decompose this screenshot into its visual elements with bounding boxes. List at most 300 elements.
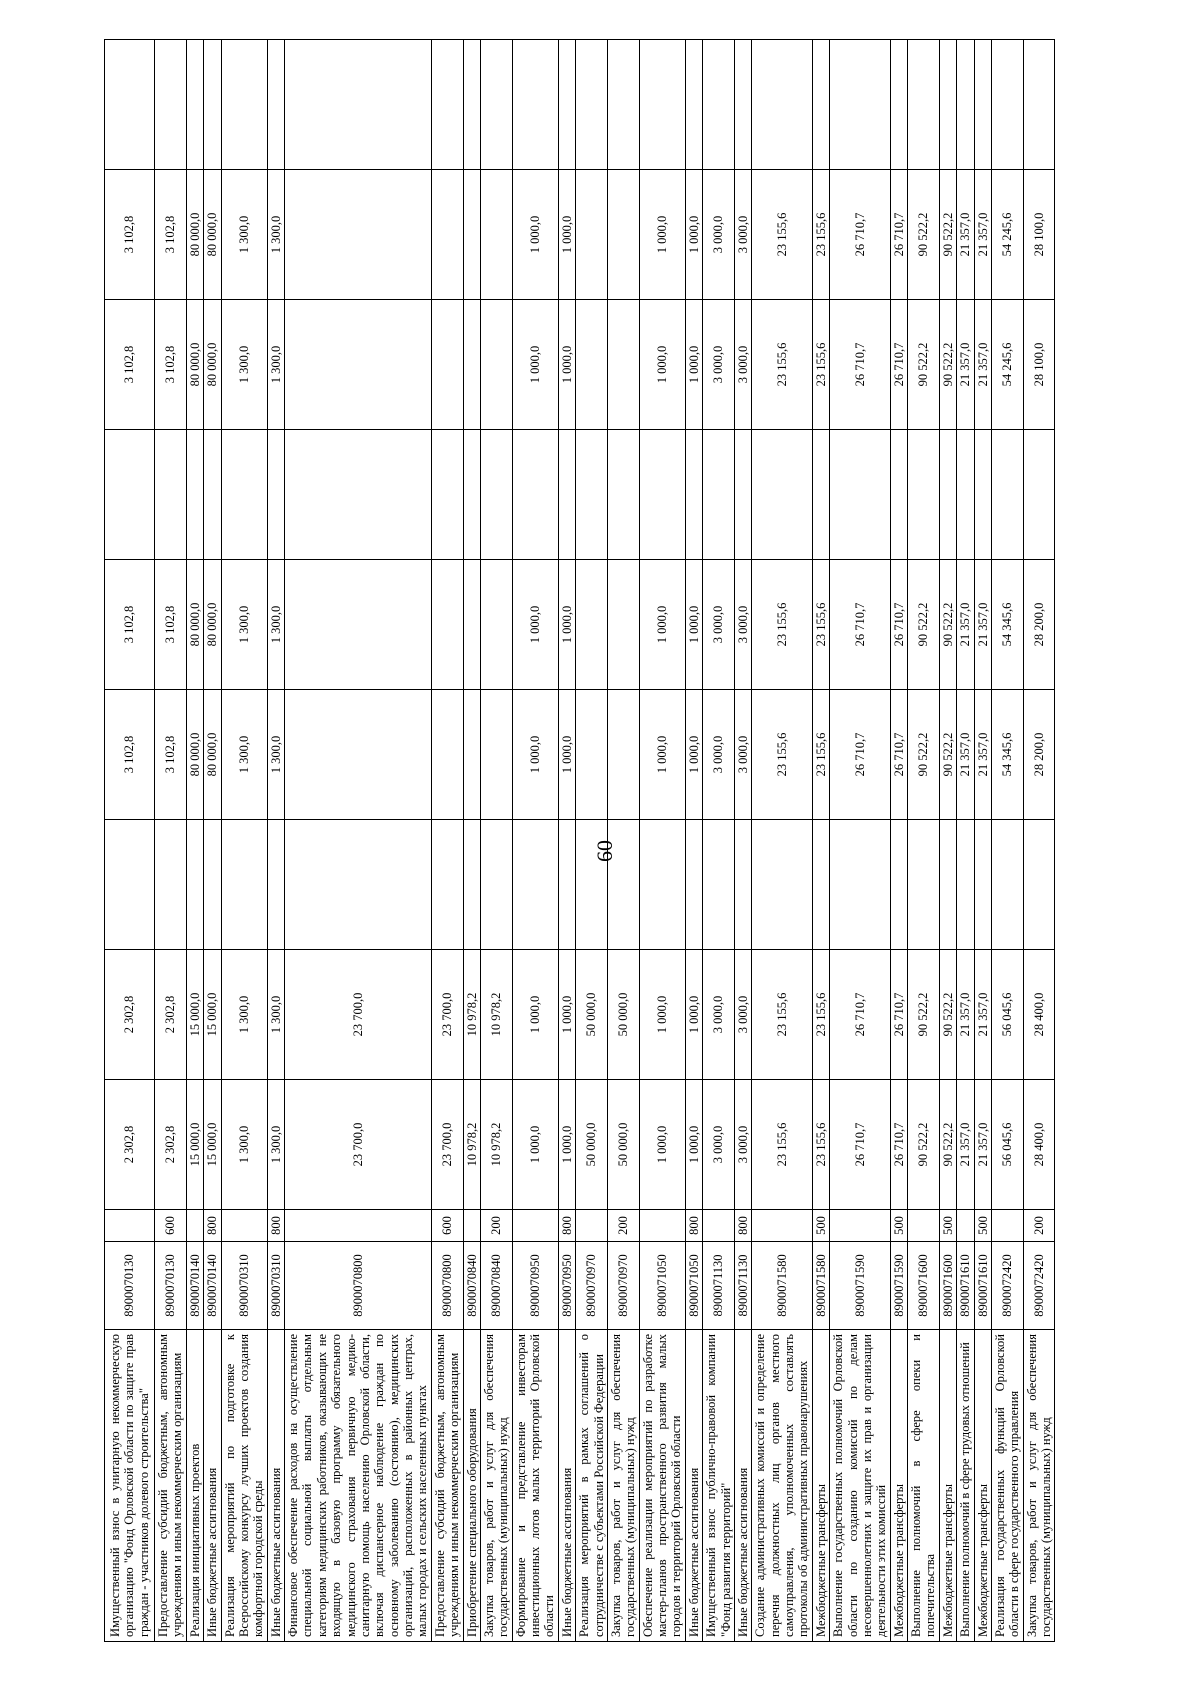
amount-cell: 1 000,0 [685, 560, 702, 690]
amount-cell [639, 820, 685, 950]
amount-cell: 26 710,7 [830, 560, 891, 690]
table-row [607, 40, 639, 1642]
amount-cell [991, 40, 1023, 170]
row-name-cell: Предоставление субсидий бюджетным, автономным учреждениям и иным некоммерческим организациям [155, 1330, 187, 1642]
amount-cell [734, 820, 751, 950]
amount-cell: 15 000,0 [204, 950, 221, 1080]
amount-cell [480, 820, 512, 950]
target-code-cell: 8900070310 [221, 1242, 267, 1330]
amount-cell [703, 430, 735, 560]
amount-cell: 23 700,0 [431, 950, 463, 1080]
amount-cell: 23 155,6 [812, 300, 829, 430]
table-row [221, 40, 267, 1642]
amount-cell [639, 40, 685, 170]
row-name-cell: Межбюджетные трансферты [939, 1330, 956, 1642]
expense-type-cell [639, 1210, 685, 1242]
table-row [812, 40, 829, 1642]
row-name-cell: Межбюджетные трансферты [890, 1330, 907, 1642]
amount-cell [463, 170, 480, 300]
amount-cell: 3 000,0 [734, 170, 751, 300]
table-row [734, 40, 751, 1642]
expense-type-cell [576, 1210, 608, 1242]
amount-cell [105, 40, 155, 170]
amount-cell [480, 40, 512, 170]
amount-cell [607, 690, 639, 820]
amount-cell: 23 700,0 [431, 1080, 463, 1210]
row-name-cell: Реализация инициативных проектов [186, 1330, 203, 1642]
amount-cell: 1 000,0 [639, 950, 685, 1080]
target-code-cell: 8900070310 [267, 1242, 284, 1330]
amount-cell [285, 820, 432, 950]
amount-cell: 21 357,0 [974, 560, 991, 690]
amount-cell [155, 820, 187, 950]
amount-cell: 21 357,0 [957, 300, 974, 430]
amount-cell: 23 155,6 [752, 950, 813, 1080]
target-code-cell: 8900070950 [558, 1242, 575, 1330]
expense-type-cell [105, 1210, 155, 1242]
amount-cell: 3 102,8 [105, 300, 155, 430]
amount-cell [685, 430, 702, 560]
table-row [105, 40, 155, 1642]
amount-cell: 28 100,0 [1023, 170, 1055, 300]
row-name-cell: Предоставление субсидий бюджетным, автономным учреждениям и иным некоммерческим организациям [431, 1330, 463, 1642]
expense-type-cell: 500 [812, 1210, 829, 1242]
amount-cell [734, 40, 751, 170]
amount-cell [285, 40, 432, 170]
amount-cell: 1 000,0 [685, 1080, 702, 1210]
target-code-cell: 8900070840 [480, 1242, 512, 1330]
expense-type-cell [830, 1210, 891, 1242]
amount-cell [890, 430, 907, 560]
table-row [431, 40, 463, 1642]
target-code-cell: 8900071130 [734, 1242, 751, 1330]
row-name-cell: Создание административных комиссий и определение перечня должностных лиц органов местного самоуправления, уполномоченных составлять протоколы об административных правонарушениях [752, 1330, 813, 1642]
amount-cell: 10 978,2 [463, 1080, 480, 1210]
amount-cell: 50 000,0 [576, 950, 608, 1080]
target-code-cell: 8900071590 [830, 1242, 891, 1330]
amount-cell: 26 710,7 [830, 1080, 891, 1210]
row-name-cell: Закупка товаров, работ и услуг для обеспечения государственных (муниципальных) нужд [1023, 1330, 1055, 1642]
amount-cell: 1 000,0 [558, 1080, 575, 1210]
amount-cell [685, 40, 702, 170]
amount-cell: 15 000,0 [186, 950, 203, 1080]
amount-cell: 80 000,0 [204, 690, 221, 820]
amount-cell [908, 40, 940, 170]
table-row [155, 40, 187, 1642]
table-row [1023, 40, 1055, 1642]
amount-cell: 80 000,0 [186, 690, 203, 820]
amount-cell: 90 522,2 [908, 560, 940, 690]
row-name-cell: Приобретение специального оборудования [463, 1330, 480, 1642]
target-code-cell: 8900070970 [607, 1242, 639, 1330]
expense-type-cell [703, 1210, 735, 1242]
amount-cell: 1 300,0 [267, 690, 284, 820]
amount-cell: 21 357,0 [974, 1080, 991, 1210]
amount-cell [830, 40, 891, 170]
amount-cell: 21 357,0 [974, 690, 991, 820]
amount-cell [480, 430, 512, 560]
amount-cell: 54 245,6 [991, 300, 1023, 430]
amount-cell [703, 40, 735, 170]
amount-cell: 3 102,8 [155, 170, 187, 300]
amount-cell [463, 690, 480, 820]
amount-cell [558, 820, 575, 950]
target-code-cell: 8900071050 [639, 1242, 685, 1330]
amount-cell [285, 560, 432, 690]
amount-cell: 1 300,0 [221, 170, 267, 300]
amount-cell [105, 820, 155, 950]
amount-cell: 90 522,2 [908, 690, 940, 820]
amount-cell: 90 522,2 [939, 560, 956, 690]
amount-cell [221, 430, 267, 560]
amount-cell: 26 710,7 [890, 300, 907, 430]
amount-cell [431, 820, 463, 950]
rotated-table-container [104, 80, 1200, 1642]
target-code-cell: 8900072420 [1023, 1242, 1055, 1330]
amount-cell: 23 155,6 [812, 690, 829, 820]
amount-cell: 1 000,0 [685, 950, 702, 1080]
amount-cell [607, 40, 639, 170]
amount-cell: 2 302,8 [155, 1080, 187, 1210]
amount-cell [105, 430, 155, 560]
target-code-cell: 8900071600 [939, 1242, 956, 1330]
amount-cell: 1 300,0 [221, 300, 267, 430]
amount-cell [639, 430, 685, 560]
target-code-cell: 8900071610 [974, 1242, 991, 1330]
amount-cell: 3 000,0 [703, 560, 735, 690]
amount-cell: 80 000,0 [186, 300, 203, 430]
target-code-cell: 8900070140 [204, 1242, 221, 1330]
amount-cell: 3 000,0 [703, 950, 735, 1080]
row-name-cell: Иные бюджетные ассигнования [734, 1330, 751, 1642]
amount-cell: 1 000,0 [685, 170, 702, 300]
amount-cell: 3 102,8 [105, 690, 155, 820]
amount-cell: 1 000,0 [685, 690, 702, 820]
table-row [186, 40, 203, 1642]
row-name-cell: Иные бюджетные ассигнования [685, 1330, 702, 1642]
amount-cell: 90 522,2 [939, 300, 956, 430]
amount-cell: 1 300,0 [267, 170, 284, 300]
amount-cell [463, 40, 480, 170]
expense-type-cell [991, 1210, 1023, 1242]
amount-cell [974, 820, 991, 950]
amount-cell [685, 820, 702, 950]
table-row [939, 40, 956, 1642]
amount-cell: 26 710,7 [890, 560, 907, 690]
amount-cell: 3 000,0 [734, 690, 751, 820]
target-code-cell: 8900071050 [685, 1242, 702, 1330]
amount-cell: 1 000,0 [512, 690, 558, 820]
amount-cell [812, 40, 829, 170]
amount-cell [204, 430, 221, 560]
amount-cell [576, 170, 608, 300]
amount-cell [480, 690, 512, 820]
amount-cell [267, 430, 284, 560]
amount-cell [431, 560, 463, 690]
amount-cell [576, 560, 608, 690]
amount-cell [974, 430, 991, 560]
table-row [204, 40, 221, 1642]
amount-cell [607, 300, 639, 430]
amount-cell [607, 430, 639, 560]
table-row [576, 40, 608, 1642]
row-name-cell: Межбюджетные трансферты [974, 1330, 991, 1642]
amount-cell: 3 102,8 [155, 300, 187, 430]
expense-type-cell [285, 1210, 432, 1242]
amount-cell: 90 522,2 [939, 690, 956, 820]
amount-cell [607, 560, 639, 690]
amount-cell [890, 40, 907, 170]
row-name-cell: Формирование и представление инвесторам инвестиционных лотов малых территорий Орловской области [512, 1330, 558, 1642]
amount-cell: 10 978,2 [463, 950, 480, 1080]
amount-cell: 15 000,0 [204, 1080, 221, 1210]
amount-cell [285, 170, 432, 300]
amount-cell [939, 40, 956, 170]
amount-cell: 26 710,7 [890, 170, 907, 300]
amount-cell [576, 40, 608, 170]
amount-cell: 28 200,0 [1023, 690, 1055, 820]
target-code-cell: 8900070130 [155, 1242, 187, 1330]
amount-cell: 1 300,0 [267, 560, 284, 690]
amount-cell: 80 000,0 [204, 300, 221, 430]
amount-cell: 26 710,7 [830, 170, 891, 300]
amount-cell: 1 000,0 [639, 690, 685, 820]
amount-cell: 23 155,6 [752, 300, 813, 430]
amount-cell [991, 430, 1023, 560]
amount-cell [186, 820, 203, 950]
expense-type-cell: 600 [155, 1210, 187, 1242]
amount-cell: 10 978,2 [480, 950, 512, 1080]
amount-cell: 1 000,0 [685, 300, 702, 430]
amount-cell [431, 430, 463, 560]
amount-cell: 21 357,0 [974, 300, 991, 430]
table-row [974, 40, 991, 1642]
amount-cell [752, 820, 813, 950]
amount-cell [512, 40, 558, 170]
amount-cell [607, 170, 639, 300]
amount-cell: 28 100,0 [1023, 300, 1055, 430]
amount-cell [812, 820, 829, 950]
row-name-cell: Реализация мероприятий по подготовке к Всероссийскому конкурсу лучших проектов создания комфортной городской среды [221, 1330, 267, 1642]
amount-cell: 21 357,0 [957, 690, 974, 820]
amount-cell [155, 430, 187, 560]
amount-cell: 56 045,6 [991, 950, 1023, 1080]
table-row [480, 40, 512, 1642]
expense-type-cell: 800 [267, 1210, 284, 1242]
amount-cell [431, 300, 463, 430]
table-row [463, 40, 480, 1642]
amount-cell: 1 000,0 [558, 300, 575, 430]
amount-cell: 1 300,0 [221, 1080, 267, 1210]
amount-cell [939, 820, 956, 950]
amount-cell [830, 820, 891, 950]
amount-cell: 1 000,0 [512, 950, 558, 1080]
target-code-cell: 8900071580 [752, 1242, 813, 1330]
row-name-cell: Выполнение полномочий в сфере трудовых отношений [957, 1330, 974, 1642]
amount-cell: 28 400,0 [1023, 950, 1055, 1080]
amount-cell [908, 820, 940, 950]
amount-cell: 15 000,0 [186, 1080, 203, 1210]
table-row [512, 40, 558, 1642]
amount-cell [576, 690, 608, 820]
amount-cell: 54 345,6 [991, 690, 1023, 820]
amount-cell [752, 40, 813, 170]
amount-cell: 23 155,6 [812, 170, 829, 300]
amount-cell: 23 155,6 [812, 1080, 829, 1210]
amount-cell [480, 560, 512, 690]
expense-type-cell [186, 1210, 203, 1242]
amount-cell: 28 400,0 [1023, 1080, 1055, 1210]
amount-cell [957, 40, 974, 170]
amount-cell: 56 045,6 [991, 1080, 1023, 1210]
table-row [957, 40, 974, 1642]
amount-cell: 3 000,0 [703, 170, 735, 300]
target-code-cell: 8900070800 [431, 1242, 463, 1330]
target-code-cell: 8900070140 [186, 1242, 203, 1330]
expense-type-cell [512, 1210, 558, 1242]
amount-cell: 23 155,6 [752, 560, 813, 690]
amount-cell [221, 40, 267, 170]
amount-cell [908, 430, 940, 560]
target-code-cell: 8900071610 [957, 1242, 974, 1330]
row-name-cell: Закупка товаров, работ и услуг для обеспечения государственных (муниципальных) нужд [607, 1330, 639, 1642]
amount-cell: 23 155,6 [752, 690, 813, 820]
amount-cell: 2 302,8 [105, 950, 155, 1080]
amount-cell: 1 300,0 [267, 950, 284, 1080]
amount-cell: 23 155,6 [812, 950, 829, 1080]
amount-cell [267, 820, 284, 950]
amount-cell [512, 430, 558, 560]
amount-cell: 80 000,0 [204, 170, 221, 300]
amount-cell [957, 820, 974, 950]
expense-type-cell: 800 [685, 1210, 702, 1242]
amount-cell: 90 522,2 [908, 300, 940, 430]
table-row [908, 40, 940, 1642]
table-row [685, 40, 702, 1642]
target-code-cell: 8900070840 [463, 1242, 480, 1330]
amount-cell: 26 710,7 [890, 950, 907, 1080]
expense-type-cell: 500 [890, 1210, 907, 1242]
amount-cell [463, 300, 480, 430]
expense-type-cell [463, 1210, 480, 1242]
table-row [991, 40, 1023, 1642]
target-code-cell: 8900070800 [285, 1242, 432, 1330]
amount-cell [1023, 430, 1055, 560]
amount-cell [991, 820, 1023, 950]
amount-cell [431, 170, 463, 300]
amount-cell: 54 245,6 [991, 170, 1023, 300]
amount-cell: 3 000,0 [703, 300, 735, 430]
amount-cell: 50 000,0 [607, 950, 639, 1080]
amount-cell: 1 300,0 [267, 300, 284, 430]
table-row [703, 40, 735, 1642]
row-name-cell: Финансовое обеспечение расходов на осуществление специальной социальной выплаты отдельным категориям медицинских работников, оказывающих не входящую в базовую программу обязательного медицинского страхования первичную медико-санитарную помощь населению Орловской области, включая диспансерное наблюдение граждан по основному заболеванию (состоянию), медицинских организаций, расположенных в районных центрах, малых городах и сельских населенных пунктах [285, 1330, 432, 1642]
expense-type-cell [221, 1210, 267, 1242]
expense-type-cell: 200 [607, 1210, 639, 1242]
amount-cell: 1 000,0 [558, 950, 575, 1080]
amount-cell [480, 170, 512, 300]
amount-cell: 1 000,0 [558, 170, 575, 300]
target-code-cell: 8900071600 [908, 1242, 940, 1330]
table-body [105, 40, 1055, 1642]
row-name-cell: Имущественный взнос в унитарную некоммерческую организацию "Фонд Орловской области по защите прав граждан - участников долевого строительства" [105, 1330, 155, 1642]
amount-cell: 3 102,8 [105, 560, 155, 690]
amount-cell: 1 000,0 [639, 560, 685, 690]
amount-cell: 90 522,2 [908, 170, 940, 300]
target-code-cell: 8900070950 [512, 1242, 558, 1330]
amount-cell [463, 430, 480, 560]
table-row [890, 40, 907, 1642]
amount-cell: 1 000,0 [512, 1080, 558, 1210]
amount-cell [957, 430, 974, 560]
amount-cell [974, 40, 991, 170]
amount-cell: 3 000,0 [734, 560, 751, 690]
amount-cell: 1 000,0 [558, 690, 575, 820]
amount-cell [607, 820, 639, 950]
amount-cell [463, 560, 480, 690]
amount-cell [890, 820, 907, 950]
amount-cell: 90 522,2 [908, 1080, 940, 1210]
amount-cell: 80 000,0 [186, 560, 203, 690]
amount-cell [155, 40, 187, 170]
amount-cell: 21 357,0 [974, 950, 991, 1080]
amount-cell: 3 000,0 [734, 1080, 751, 1210]
amount-cell: 80 000,0 [186, 170, 203, 300]
amount-cell: 23 155,6 [812, 560, 829, 690]
amount-cell [939, 430, 956, 560]
target-code-cell: 8900070970 [576, 1242, 608, 1330]
row-name-cell: Выполнение государственных полномочий Орловской области по созданию комиссий по делам несовершеннолетних и защите их прав и организации деятельности этих комиссий [830, 1330, 891, 1642]
amount-cell: 3 000,0 [734, 300, 751, 430]
amount-cell: 1 000,0 [512, 300, 558, 430]
amount-cell: 50 000,0 [576, 1080, 608, 1210]
target-code-cell: 8900071590 [890, 1242, 907, 1330]
amount-cell: 3 000,0 [734, 950, 751, 1080]
amount-cell [431, 40, 463, 170]
row-name-cell: Обеспечение реализации мероприятий по разработке мастер-планов пространственного развития малых городов и территорий Орловской области [639, 1330, 685, 1642]
amount-cell [431, 690, 463, 820]
amount-cell: 50 000,0 [607, 1080, 639, 1210]
amount-cell: 26 710,7 [830, 690, 891, 820]
amount-cell: 23 155,6 [752, 170, 813, 300]
expense-type-cell: 600 [431, 1210, 463, 1242]
table-row [285, 40, 432, 1642]
amount-cell: 3 000,0 [703, 690, 735, 820]
target-code-cell: 8900071130 [703, 1242, 735, 1330]
expense-type-cell [957, 1210, 974, 1242]
row-name-cell: Имущественный взнос публично-правовой компании "Фонд развития территорий" [703, 1330, 735, 1642]
amount-cell: 26 710,7 [890, 690, 907, 820]
amount-cell: 2 302,8 [155, 950, 187, 1080]
amount-cell: 23 700,0 [285, 1080, 432, 1210]
amount-cell [512, 820, 558, 950]
amount-cell [285, 690, 432, 820]
table-row [558, 40, 575, 1642]
amount-cell [558, 430, 575, 560]
amount-cell [830, 430, 891, 560]
amount-cell: 2 302,8 [105, 1080, 155, 1210]
amount-cell: 26 710,7 [890, 1080, 907, 1210]
expense-type-cell [752, 1210, 813, 1242]
amount-cell [221, 820, 267, 950]
amount-cell: 90 522,2 [908, 950, 940, 1080]
amount-cell [285, 300, 432, 430]
amount-cell: 21 357,0 [957, 170, 974, 300]
amount-cell: 1 000,0 [639, 170, 685, 300]
row-name-cell: Реализация мероприятий в рамках соглашений о сотрудничестве с субъектами Российской Федерации [576, 1330, 608, 1642]
expense-type-cell: 200 [1023, 1210, 1055, 1242]
expense-type-cell: 800 [734, 1210, 751, 1242]
